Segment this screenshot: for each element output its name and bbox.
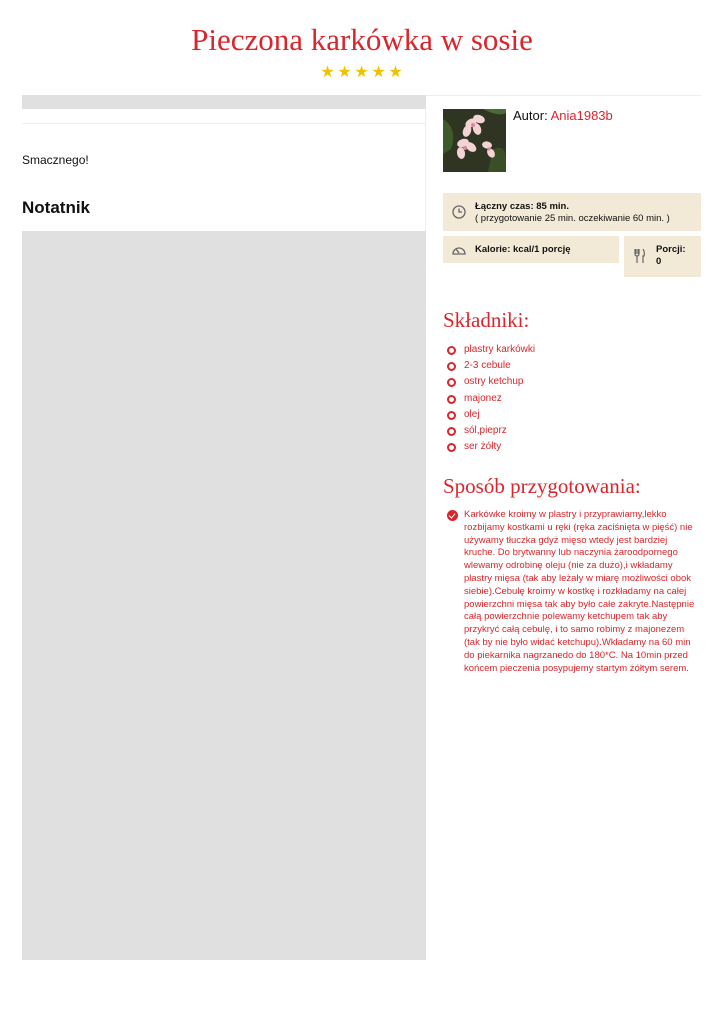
circle-bullet-icon bbox=[447, 427, 456, 436]
method-step bbox=[447, 509, 701, 675]
star-icon: ★ bbox=[354, 64, 370, 81]
total-time-box bbox=[443, 193, 701, 231]
list-item: plastry karkówki bbox=[447, 343, 535, 359]
circle-bullet-icon bbox=[447, 378, 456, 387]
time-detail: ( przygotowanie 25 min. oczekiwanie 60 min. ) bbox=[475, 213, 670, 224]
star-icon: ★ bbox=[337, 64, 353, 81]
list-item: olej bbox=[447, 408, 535, 424]
divider bbox=[22, 123, 425, 124]
ingredients-heading: Składniki: bbox=[443, 308, 530, 332]
recipe-title: Pieczona karkówka w sosie bbox=[191, 22, 533, 57]
notes-area[interactable] bbox=[22, 231, 426, 960]
check-circle-icon bbox=[447, 510, 458, 521]
cutlery-icon bbox=[634, 249, 646, 263]
step-text: Karkówke kroimy w plastry i przyprawiamy,lekko rozbijamy kostkami u ręki (ręka zaciśnięta w pięść) nie używamy tłuczka gdyż mięso wtedy jest bardziej kruche. Do brytwanny lub naczynia żaroodpornego wlewamy odrobinę oleju (nie za dużo),i wkładamy plastry mięsa (tak aby leżały w miarę możliwości obok siebie).Cebulę kroimy w kostkę i rozkładamy na całej powierzchni mięsa tak aby było całe zakryte.Następnie całą powierzchnie polewamy ketchupem tak aby przykryć całą cebulę, i to samo robimy z majonezem (tak by nie było widać ketchupu).Wkładamy na 60 min do piekarnika nagrzanedo do 180*C. Na 10min przed końcem pieczenia posypujemy startym żółtym serem. bbox=[464, 509, 695, 674]
circle-bullet-icon bbox=[447, 443, 456, 452]
image-placeholder bbox=[22, 95, 426, 109]
author-name-link[interactable]: Ania1983b bbox=[550, 108, 613, 123]
total-time-label: Łączny czas: 85 min. bbox=[475, 201, 569, 212]
rating-stars bbox=[0, 62, 724, 82]
circle-bullet-icon bbox=[447, 411, 456, 420]
calories-box bbox=[443, 236, 619, 263]
servings-value: 0 bbox=[656, 256, 662, 267]
circle-bullet-icon bbox=[447, 346, 456, 355]
ingredients-list bbox=[447, 343, 535, 456]
star-icon: ★ bbox=[371, 64, 387, 81]
circle-bullet-icon bbox=[447, 362, 456, 371]
clock-icon bbox=[452, 205, 466, 219]
method-heading: Sposób przygotowania: bbox=[443, 474, 641, 498]
divider bbox=[426, 95, 701, 96]
list-item: ostry ketchup bbox=[447, 375, 535, 391]
notes-heading: Notatnik bbox=[22, 198, 90, 217]
star-icon: ★ bbox=[320, 64, 336, 81]
circle-bullet-icon bbox=[447, 395, 456, 404]
author-label: Autor: bbox=[513, 108, 548, 123]
list-item: sól,pieprz bbox=[447, 424, 535, 440]
author-photo bbox=[443, 109, 506, 172]
author-line bbox=[513, 108, 613, 123]
list-item: majonez bbox=[447, 392, 535, 408]
list-item: ser żółty bbox=[447, 440, 535, 456]
servings-label: Porcji: bbox=[656, 244, 686, 255]
star-icon: ★ bbox=[388, 64, 404, 81]
closing-text: Smacznego! bbox=[22, 153, 89, 167]
gauge-icon bbox=[451, 243, 467, 256]
calories-label: Kalorie: kcal/1 porcję bbox=[475, 244, 571, 255]
servings-box bbox=[624, 236, 701, 277]
list-item: 2-3 cebule bbox=[447, 359, 535, 375]
